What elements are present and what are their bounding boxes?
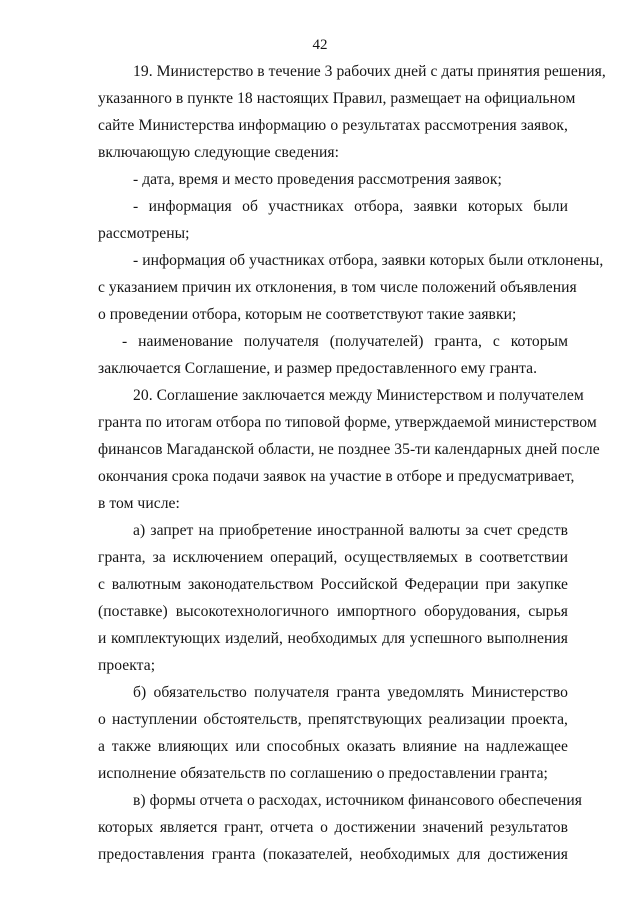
subitem-a-line-4: (поставке) высокотехнологичного импортного оборудования, сырья bbox=[98, 603, 568, 620]
list-item-rejected-line-3: о проведении отбора, которым не соответствуют такие заявки; bbox=[98, 306, 517, 323]
list-item-recipient-line-1: - наименование получателя (получателей) гранта, с которым bbox=[122, 333, 568, 350]
paragraph-19-line-4: включающую следующие сведения: bbox=[98, 144, 339, 161]
list-item-rejected-line-2: с указанием причин их отклонения, в том числе положений объявления bbox=[98, 279, 577, 296]
subitem-a-line-6: проекта; bbox=[98, 657, 156, 674]
paragraph-20-line-2: гранта по итогам отбора по типовой форме, утверждаемой министерством bbox=[98, 414, 597, 431]
subitem-a-line-1: а) запрет на приобретение иностранной валюты за счет средств bbox=[133, 522, 568, 539]
list-item-reviewed-line-1: - информация об участниках отбора, заявки которых были bbox=[133, 198, 568, 215]
subitem-v-line-2: которых является грант, отчета о достижении значений результатов bbox=[98, 819, 568, 836]
subitem-b-line-4: исполнение обязательств по соглашению о предоставлении гранта; bbox=[98, 765, 548, 782]
paragraph-19-line-1: 19. Министерство в течение 3 рабочих дней с даты принятия решения, bbox=[133, 63, 606, 80]
subitem-b-line-3: а также влияющих или способных оказать влияние на надлежащее bbox=[98, 738, 568, 755]
page-number: 42 bbox=[312, 37, 328, 53]
paragraph-20-line-4: окончания срока подачи заявок на участие в отборе и предусматривает, bbox=[98, 468, 575, 485]
list-item-rejected-line-1: - информация об участниках отбора, заявки которых были отклонены, bbox=[133, 252, 604, 269]
paragraph-20-line-3: финансов Магаданской области, не позднее 35-ти календарных дней после bbox=[98, 441, 600, 458]
paragraph-20-line-1: 20. Соглашение заключается между Министерством и получателем bbox=[133, 387, 584, 404]
subitem-a-line-2: гранта, за исключением операций, осуществляемых в соответствии bbox=[98, 549, 568, 566]
list-item-date-time-place: - дата, время и место проведения рассмотрения заявок; bbox=[133, 171, 502, 188]
paragraph-19-line-3: сайте Министерства информацию о результатах рассмотрения заявок, bbox=[98, 117, 568, 134]
subitem-v-line-1: в) формы отчета о расходах, источником финансового обеспечения bbox=[133, 792, 583, 809]
list-item-recipient-line-2: заключается Соглашение, и размер предоставленного ему гранта. bbox=[98, 360, 538, 377]
subitem-a-line-5: и комплектующих изделий, необходимых для успешного выполнения bbox=[98, 630, 568, 647]
paragraph-19-line-2: указанного в пункте 18 настоящих Правил, размещает на официальном bbox=[98, 90, 576, 107]
subitem-a-line-3: с валютным законодательством Российской Федерации при закупке bbox=[98, 576, 568, 593]
subitem-b-line-1: б) обязательство получателя гранта уведомлять Министерство bbox=[133, 684, 568, 701]
subitem-b-line-2: о наступлении обстоятельств, препятствующих реализации проекта, bbox=[98, 711, 568, 728]
paragraph-20-line-5: в том числе: bbox=[98, 495, 180, 512]
subitem-v-line-3: предоставления гранта (показателей, необходимых для достижения bbox=[98, 846, 568, 863]
list-item-reviewed-line-2: рассмотрены; bbox=[98, 225, 190, 242]
